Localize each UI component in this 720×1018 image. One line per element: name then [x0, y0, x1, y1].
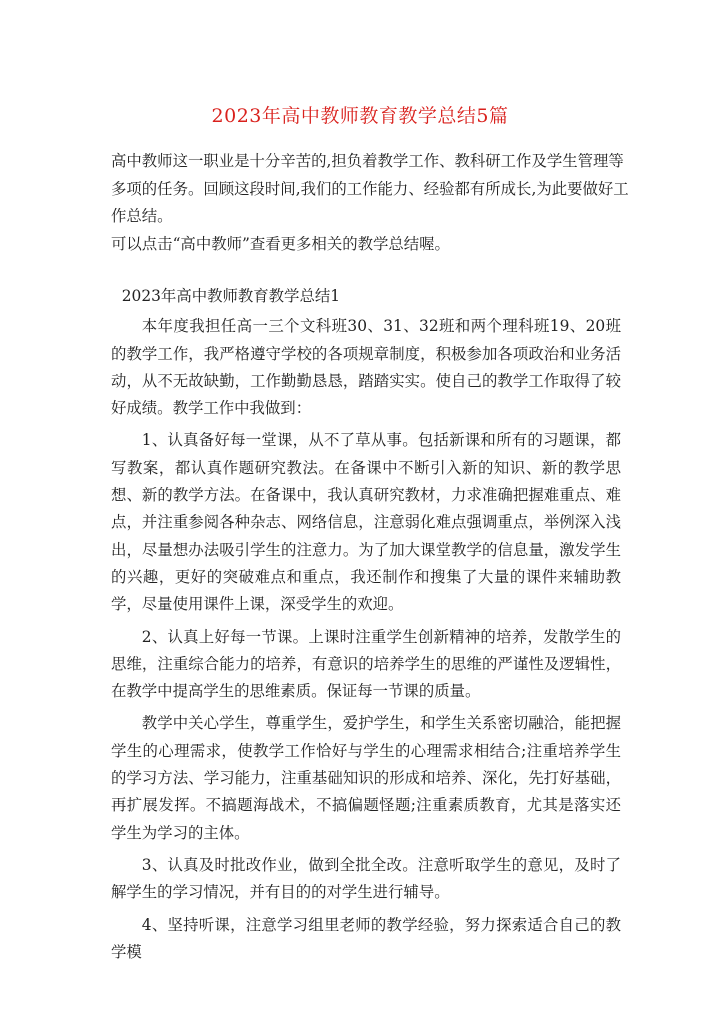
document-body	[111, 283, 621, 971]
section-heading: 2023年高中教师教育教学总结1	[121, 287, 341, 305]
intro-paragraph: 高中教师这一职业是十分辛苦的,担负着教学工作、教科研工作及学生管理等多项的任务。回顾这段时间,我们的工作能力、经验都有所成长,为此要做好工作总结。	[111, 152, 629, 225]
body-paragraph: 1、认真备好每一堂课，从不了草从事。包括新课和所有的习题课，都写教案，都认真作题研究教法。在备课中不断引入新的知识、新的教学思想、新的教学方法。在备课中，我认真研究教材，力求准确把握难重点、难点，并注重参阅各种杂志、网络信息，注意弱化难点强调重点，举例深入浅出，尽量想办法吸引学生的注意力。为了加大课堂教学的信息量，激发学生的兴趣，更好的突破难点和重点，我还制作和搜集了大量的课件来辅助教学，尽量使用课件上课，深受学生的欢迎。	[111, 431, 621, 614]
body-paragraph: 教学中关心学生，尊重学生，爱护学生，和学生关系密切融洽，能把握学生的心理需求，使教学工作恰好与学生的心理需求相结合;注重培养学生的学习方法、学习能力，注重基础知识的形成和培养、深化，先打好基础，再扩展发挥。不搞题海战术，不搞偏题怪题;注重素质教育，尤其是落实还学生为学习的主体。	[111, 714, 621, 842]
body-paragraph: 4、坚持听课，注意学习组里老师的教学经验，努力探索适合自己的教学模	[111, 915, 621, 961]
intro-link-hint: 可以点击“高中教师”查看更多相关的教学总结喔。	[111, 234, 450, 253]
body-paragraph: 3、认真及时批改作业，做到全批全改。注意听取学生的意见，及时了解学生的学习情况，并有目的的对学生进行辅导。	[111, 855, 621, 902]
intro-block	[111, 148, 631, 258]
body-paragraph: 2、认真上好每一节课。上课时注重学生创新精神的培养，发散学生的思维，注重综合能力的培养，有意识的培养学生的思维的严谨性及逻辑性，在教学中提高学生的思维素质。保证每一节课的质量。	[111, 627, 621, 701]
document-title: 2023年高中教师教育教学总结5篇	[211, 105, 509, 127]
body-paragraph: 本年度我担任高一三个文科班30、31、32班和两个理科班19、20班的教学工作，我严格遵守学校的各项规章制度，积极参加各项政治和业务活动，从不无故缺勤，工作勤勤恳恳，踏踏实实。使自己的教学工作取得了较好成绩。教学工作中我做到：	[111, 317, 621, 418]
